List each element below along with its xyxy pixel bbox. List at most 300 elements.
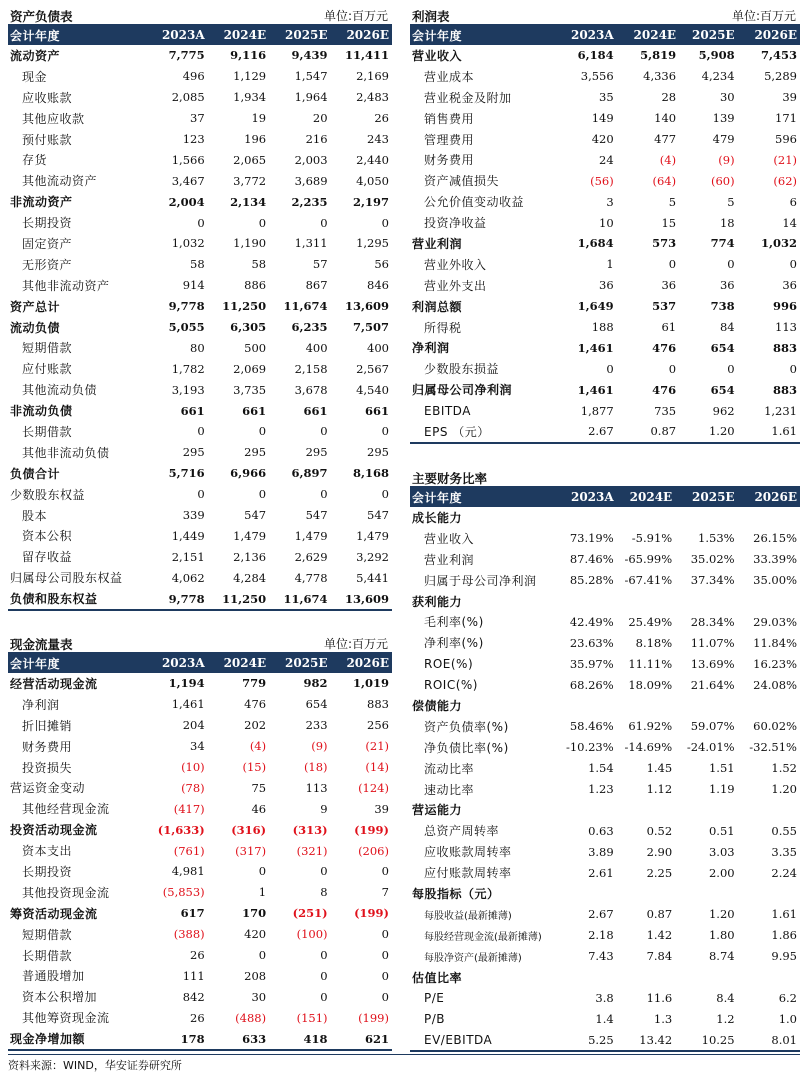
table-row xyxy=(410,841,800,862)
row-value: 61.92% xyxy=(628,719,673,734)
row-value: -65.99% xyxy=(624,552,673,567)
row-label: 长期投资 xyxy=(22,216,73,231)
table-row xyxy=(8,108,392,129)
row-value: 1.52 xyxy=(771,761,797,776)
row-value: 9.95 xyxy=(771,949,797,964)
table-row xyxy=(8,903,392,924)
row-value: 30 xyxy=(719,90,735,105)
header-year: 2026E xyxy=(738,487,800,507)
row-value: 2,483 xyxy=(356,90,389,105)
row-value: 5,908 xyxy=(698,48,735,63)
row-value: 339 xyxy=(182,508,205,523)
row-value: 0 xyxy=(727,361,735,376)
row-label: 负债合计 xyxy=(10,466,61,481)
row-value: 738 xyxy=(710,299,735,314)
row-value: 295 xyxy=(367,445,389,460)
row-value: 87.46% xyxy=(569,552,614,567)
row-value: 58 xyxy=(251,257,267,272)
table-row xyxy=(8,296,392,317)
row-value: 36 xyxy=(661,278,677,293)
row-value: 477 xyxy=(654,132,677,146)
row-value: 774 xyxy=(710,236,735,251)
table-row xyxy=(8,358,392,379)
row-value: 1,934 xyxy=(233,90,267,105)
row-label: 资产负债率(%) xyxy=(424,719,509,734)
table-row xyxy=(410,317,800,338)
row-value: 476 xyxy=(652,340,677,355)
row-value: 842 xyxy=(182,989,205,1004)
row-value: (64) xyxy=(652,173,677,188)
empty-cell xyxy=(675,799,737,820)
ratios-table xyxy=(410,487,800,1052)
header-label: 会计年度 xyxy=(410,25,554,45)
row-label: 无形资产 xyxy=(22,257,73,272)
empty-cell xyxy=(550,799,616,820)
header-year: 2024E xyxy=(617,25,679,45)
row-label: 应收账款周转率 xyxy=(424,845,512,860)
row-label: 负债和股东权益 xyxy=(8,588,146,610)
row-value: 295 xyxy=(182,445,205,460)
row-value: 36 xyxy=(599,278,614,293)
balance-sheet-panel xyxy=(8,4,392,611)
row-value: 36 xyxy=(719,278,735,293)
row-value: 0 xyxy=(320,968,328,983)
row-label: 所得税 xyxy=(424,320,462,335)
row-value: 30 xyxy=(251,989,267,1004)
header-year: 2024E xyxy=(208,25,269,45)
row-value: 61 xyxy=(661,320,677,335)
row-label: 归属母公司净利润 xyxy=(412,383,513,398)
row-value: 1.61 xyxy=(738,421,800,443)
row-value: 0 xyxy=(789,257,797,272)
row-value: 28.34% xyxy=(690,614,735,629)
row-value: 11.84% xyxy=(753,635,797,650)
row-label: EBITDA xyxy=(424,403,471,418)
row-label: 资产减值损失 xyxy=(424,174,500,189)
row-value: 2,158 xyxy=(294,361,328,376)
row-value: -10.23% xyxy=(565,740,614,755)
row-value: (9) xyxy=(718,152,735,167)
row-value: 10.25 xyxy=(675,1029,737,1051)
row-label: 非流动资产 xyxy=(10,195,73,210)
empty-cell xyxy=(738,507,800,528)
row-value: 1.42 xyxy=(646,928,673,943)
row-value: 1,649 xyxy=(577,299,614,314)
table-row xyxy=(8,986,392,1007)
row-value: 1,032 xyxy=(760,236,797,251)
row-value: 171 xyxy=(775,111,797,126)
row-value: (313) xyxy=(292,822,328,837)
row-value: 21.64% xyxy=(690,677,735,692)
income-statement-unit: 单位:百万元 xyxy=(731,9,796,23)
table-row xyxy=(410,758,800,779)
row-value: 295 xyxy=(305,445,328,460)
row-label: 短期借款 xyxy=(22,927,73,942)
income-statement-title: 利润表 xyxy=(412,9,450,24)
row-value: 883 xyxy=(367,697,389,712)
row-value: (10) xyxy=(181,760,205,774)
row-label: 预付账款 xyxy=(22,132,73,147)
table-row xyxy=(410,716,800,737)
table-row xyxy=(410,66,800,87)
table-row xyxy=(410,233,800,254)
row-value: 1 xyxy=(258,885,267,900)
row-value: (9) xyxy=(311,739,328,754)
header-year: 2024E xyxy=(617,487,676,507)
row-value: 19 xyxy=(251,111,267,126)
table-row xyxy=(8,317,392,338)
row-label: 营业税金及附加 xyxy=(424,90,512,105)
row-value: 1.61 xyxy=(771,907,797,922)
row-label: 净利润 xyxy=(412,341,450,356)
row-value: 4,336 xyxy=(643,69,677,84)
table-row xyxy=(8,798,392,819)
table-row xyxy=(8,525,392,546)
table-row xyxy=(8,191,392,212)
row-value: (199) xyxy=(354,906,389,921)
table-row xyxy=(8,400,392,421)
row-label: 长期投资 xyxy=(22,864,73,879)
row-label: 投资损失 xyxy=(22,760,73,775)
row-value: -67.41% xyxy=(624,573,673,588)
table-header-row xyxy=(410,487,800,507)
row-value: 23.63% xyxy=(569,635,614,650)
cash-flow-title-bar xyxy=(8,632,392,653)
row-value: 5 xyxy=(668,194,677,209)
row-value: 56 xyxy=(374,257,389,272)
row-value: 0 xyxy=(197,424,205,439)
row-value: 3,193 xyxy=(171,382,205,397)
row-value: 596 xyxy=(775,132,797,146)
header-label: 会计年度 xyxy=(8,653,146,673)
table-row xyxy=(8,149,392,170)
row-value: 2,440 xyxy=(356,152,389,167)
row-value: 35.00% xyxy=(753,573,797,588)
row-value: 24 xyxy=(599,152,614,167)
row-value: 2,629 xyxy=(294,549,328,564)
row-label: 流动比率 xyxy=(424,761,475,776)
balance-sheet-table xyxy=(8,25,392,611)
table-row xyxy=(8,757,392,778)
row-value: 735 xyxy=(654,403,677,418)
row-label: 其他应收款 xyxy=(22,111,85,126)
row-label: 营业外收入 xyxy=(424,257,487,272)
row-value: 6,897 xyxy=(291,466,328,481)
table-row xyxy=(410,528,800,549)
balance-sheet-title: 资产负债表 xyxy=(10,9,73,24)
row-value: 2,235 xyxy=(291,194,328,209)
row-value: 962 xyxy=(712,403,735,418)
row-value: 633 xyxy=(208,1028,269,1050)
row-value: 846 xyxy=(367,278,389,293)
table-row xyxy=(410,191,800,212)
row-value: 113 xyxy=(775,320,797,335)
row-value: 2,567 xyxy=(356,361,389,376)
row-value: (761) xyxy=(173,843,205,858)
row-value: 2,085 xyxy=(171,90,205,105)
header-year: 2026E xyxy=(331,653,392,673)
row-value: (5,853) xyxy=(162,885,205,900)
row-value: 5,819 xyxy=(640,48,677,63)
row-value: 0 xyxy=(197,215,205,230)
row-value: 779 xyxy=(242,676,267,691)
row-value: 59.07% xyxy=(690,719,735,734)
row-value: 4,778 xyxy=(294,570,328,585)
ratios-title: 主要财务比率 xyxy=(412,471,488,486)
row-value: 7.84 xyxy=(646,949,673,964)
row-value: (199) xyxy=(358,1010,389,1025)
row-value: 5,441 xyxy=(356,570,389,585)
row-value: (18) xyxy=(303,760,328,774)
row-label: 流动负债 xyxy=(10,320,61,335)
row-value: 170 xyxy=(242,906,267,921)
row-label: 少数股东权益 xyxy=(10,487,86,502)
row-value: 20 xyxy=(312,111,328,126)
row-value: 0 xyxy=(668,257,677,272)
header-year: 2023A xyxy=(146,653,207,673)
row-value: 6,184 xyxy=(577,48,614,63)
row-value: (321) xyxy=(296,843,328,858)
row-value: 1,547 xyxy=(294,69,328,84)
row-value: 0 xyxy=(381,968,389,983)
row-value: 5,289 xyxy=(764,69,797,84)
row-label: 成长能力 xyxy=(412,510,463,525)
row-value: 7.43 xyxy=(588,949,614,964)
row-value: 0 xyxy=(789,361,797,376)
row-value: (206) xyxy=(358,843,389,858)
row-label: 其他流动资产 xyxy=(22,174,98,189)
empty-cell xyxy=(738,799,800,820)
row-value: 11,674 xyxy=(283,299,328,314)
row-value: 0 xyxy=(381,424,389,439)
empty-cell xyxy=(617,883,676,904)
row-value: -5.91% xyxy=(631,531,673,546)
table-row xyxy=(8,254,392,275)
row-value: (317) xyxy=(235,843,267,858)
row-value: 11,250 xyxy=(222,299,267,314)
row-value: 0 xyxy=(258,864,267,879)
table-header-row xyxy=(8,653,392,673)
row-value: 0 xyxy=(258,948,267,963)
row-value: 13.69% xyxy=(690,656,735,671)
section-row xyxy=(410,507,800,528)
header-year: 2023A xyxy=(550,487,616,507)
row-value: 621 xyxy=(331,1028,392,1050)
row-value: 9 xyxy=(320,801,328,816)
row-value: 26 xyxy=(374,111,389,126)
row-value: 140 xyxy=(654,111,677,126)
row-label: 应付账款 xyxy=(22,362,73,377)
row-value: 111 xyxy=(182,968,205,983)
row-value: 34 xyxy=(190,739,205,754)
row-value: 982 xyxy=(303,676,328,691)
row-value: (60) xyxy=(710,173,735,188)
row-value: 8.18% xyxy=(635,635,673,650)
row-value: (199) xyxy=(354,822,389,837)
empty-cell xyxy=(675,507,737,528)
row-value: 11.6 xyxy=(646,990,673,1005)
header-year: 2023A xyxy=(554,25,616,45)
table-row xyxy=(410,108,800,129)
row-value: (488) xyxy=(235,1010,267,1025)
row-value: 883 xyxy=(772,382,797,397)
row-value: 1,231 xyxy=(764,403,797,418)
ratios-title-bar xyxy=(410,466,800,487)
row-value: 0 xyxy=(668,361,677,376)
row-label: 营业利润 xyxy=(424,552,475,567)
row-label: 营业利润 xyxy=(412,236,463,251)
income-statement-panel xyxy=(410,4,800,444)
row-value: 1,032 xyxy=(171,236,205,251)
row-label: 估值比率 xyxy=(412,970,463,985)
row-value: 2.24 xyxy=(771,865,797,880)
row-value: 113 xyxy=(305,780,328,795)
row-value: 149 xyxy=(591,111,614,126)
row-value: 6,305 xyxy=(230,320,267,335)
row-value: 547 xyxy=(244,508,267,523)
row-value: 58.46% xyxy=(569,719,614,734)
row-value: 1,311 xyxy=(294,236,328,251)
row-value: 26 xyxy=(190,948,205,963)
row-value: 1.19 xyxy=(708,782,735,797)
row-value: 883 xyxy=(772,340,797,355)
table-row xyxy=(410,674,800,695)
row-value: 1,782 xyxy=(171,361,205,376)
row-value: 18.09% xyxy=(628,677,673,692)
row-value: 0 xyxy=(381,864,389,879)
row-value: 35.02% xyxy=(690,552,735,567)
row-label: P/B xyxy=(424,1011,446,1026)
row-value: 996 xyxy=(772,299,797,314)
row-value: (56) xyxy=(590,173,614,188)
row-value: 1,295 xyxy=(356,236,389,251)
row-value: 16.23% xyxy=(753,656,797,671)
row-value: 0.63 xyxy=(588,823,614,838)
row-value: (4) xyxy=(659,152,677,167)
table-row xyxy=(8,715,392,736)
row-label: P/E xyxy=(424,990,445,1005)
row-value: 573 xyxy=(652,236,677,251)
row-value: 1.4 xyxy=(595,1011,614,1026)
row-value: 11,674 xyxy=(269,588,330,610)
table-row xyxy=(410,45,800,66)
row-value: 26.15% xyxy=(753,531,797,546)
row-value: 84 xyxy=(719,320,735,335)
row-value: 3,689 xyxy=(294,173,328,188)
empty-cell xyxy=(738,967,800,988)
row-value: (388) xyxy=(173,927,205,942)
empty-cell xyxy=(617,695,676,716)
row-value: 73.19% xyxy=(569,531,614,546)
row-value: 661 xyxy=(242,403,267,418)
row-value: 11,250 xyxy=(208,588,269,610)
row-value: 8,168 xyxy=(352,466,389,481)
row-value: 75 xyxy=(251,780,267,795)
row-value: 886 xyxy=(244,278,267,293)
row-value: 8.74 xyxy=(708,949,735,964)
header-year: 2025E xyxy=(269,25,330,45)
row-value: 178 xyxy=(146,1028,207,1050)
row-value: 1.20 xyxy=(771,782,797,797)
row-value: 139 xyxy=(712,111,735,126)
row-value: 6,966 xyxy=(230,466,267,481)
header-year: 2025E xyxy=(679,25,738,45)
table-row xyxy=(8,442,392,463)
table-row xyxy=(8,45,392,66)
table-row xyxy=(8,965,392,986)
row-value: 2.67 xyxy=(588,907,614,922)
row-value: 15 xyxy=(661,215,677,230)
row-value: 661 xyxy=(364,403,389,418)
source-footnote: 资料来源：WIND，华安证券研究所 xyxy=(8,1054,800,1073)
row-value: 3,467 xyxy=(171,173,205,188)
row-value: 0 xyxy=(727,257,735,272)
table-row xyxy=(410,1029,800,1051)
row-value: 7 xyxy=(381,885,389,900)
row-value: 0 xyxy=(381,215,389,230)
table-row xyxy=(8,87,392,108)
row-value: 42.49% xyxy=(569,614,614,629)
table-row xyxy=(8,777,392,798)
row-value: 2,003 xyxy=(294,152,328,167)
empty-cell xyxy=(617,967,676,988)
row-label: 投资活动现金流 xyxy=(10,823,98,838)
cash-flow-panel xyxy=(8,632,392,1051)
row-value: 39 xyxy=(782,90,797,105)
table-row xyxy=(410,820,800,841)
row-value: 58 xyxy=(190,257,205,272)
row-value: 1,461 xyxy=(577,340,614,355)
row-value: 8.01 xyxy=(738,1029,800,1051)
ratios-panel xyxy=(410,466,800,1052)
row-value: 2.67 xyxy=(554,421,616,443)
empty-cell xyxy=(550,883,616,904)
row-value: 1.3 xyxy=(653,1011,673,1026)
row-value: 654 xyxy=(710,340,735,355)
row-value: 0 xyxy=(381,927,389,942)
row-value: 2.61 xyxy=(588,865,614,880)
row-value: 654 xyxy=(710,382,735,397)
table-row xyxy=(8,924,392,945)
row-value: 9,778 xyxy=(168,299,205,314)
row-value: (1,633) xyxy=(157,822,205,837)
table-row xyxy=(410,129,800,150)
row-value: 37.34% xyxy=(690,573,735,588)
row-label: 获利能力 xyxy=(412,594,463,609)
row-value: 3,735 xyxy=(233,382,267,397)
empty-cell xyxy=(675,883,737,904)
empty-cell xyxy=(675,591,737,612)
table-row xyxy=(8,66,392,87)
row-label: 资本公积增加 xyxy=(22,990,98,1005)
row-label: 其他经营现金流 xyxy=(22,802,110,817)
row-label: 其他流动负债 xyxy=(22,383,98,398)
cash-flow-title: 现金流量表 xyxy=(10,637,73,652)
row-value: 0 xyxy=(320,989,328,1004)
row-label: 净利率(%) xyxy=(424,636,484,651)
row-value: 1.54 xyxy=(588,761,614,776)
row-value: (151) xyxy=(296,1010,328,1025)
section-row xyxy=(410,967,800,988)
table-row xyxy=(410,904,800,925)
row-label: 其他非流动资产 xyxy=(22,278,110,293)
row-value: 1 xyxy=(606,257,614,272)
row-value: 3.35 xyxy=(771,844,797,859)
row-value: 80 xyxy=(190,340,205,355)
row-label: 股本 xyxy=(22,508,48,523)
section-row xyxy=(410,695,800,716)
row-value: 1.53% xyxy=(698,531,735,546)
